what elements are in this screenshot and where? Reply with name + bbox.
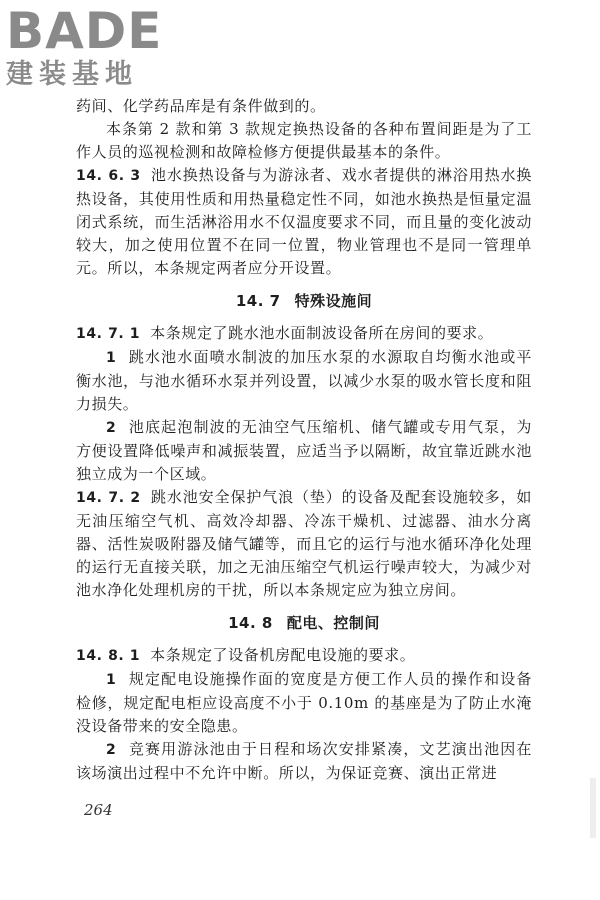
page-number: 264 — [84, 801, 113, 819]
clause-text: 本条规定了跳水池水面制波设备所在房间的要求。 — [150, 324, 494, 342]
clause-14-7-2 — [76, 486, 532, 602]
paragraph: 药间、化学药品库是有条件做到的。 — [76, 97, 326, 115]
section-heading-14-8 — [76, 612, 532, 634]
logo — [6, 2, 176, 90]
item-number: 2 — [106, 420, 117, 436]
item-number: 1 — [106, 350, 117, 366]
item-number: 2 — [106, 742, 117, 758]
clause-number: 14. 7. 1 — [76, 326, 141, 342]
item-text: 竞赛用游泳池由于日程和场次安排紧凑，文艺演出池因在该场演出过程中不允许中断。所以，为保证竞赛、演出正常进 — [76, 740, 532, 782]
clause-text: 跳水池安全保护气浪（垫）的设备及配套设施较多，如无油压缩空气机、高效冷却器、冷冻干燥机、过滤器、油水分离器、活性炭吸附器及储气罐等，而且它的运行与池水循环净化处理的运行无直接关联，加之无油压缩空气机运行噪声较大，为减少对池水净化处理机房的干扰，所以本条规定应为独立房间。 — [76, 488, 533, 599]
clause-number: 14. 6. 3 — [76, 168, 141, 184]
clause-14-8-1 — [76, 644, 532, 668]
clause-number: 14. 7. 2 — [76, 490, 141, 506]
clause-item — [76, 668, 532, 738]
clause-14-6-3 — [76, 164, 532, 280]
logo-subtitle: 建装基地 — [6, 59, 138, 90]
page-edge-mark — [590, 778, 596, 838]
page-body — [76, 95, 532, 785]
clause-item — [76, 346, 532, 416]
section-number: 14. 7 — [235, 292, 281, 310]
item-text: 规定配电设施操作面的宽度是方便工作人员的操作和设备检修，规定配电柜应设高度不小于 0.10m 的基座是为了防止水淹没设备带来的安全隐患。 — [76, 670, 532, 735]
paragraph: 本条第 2 款和第 3 款规定换热设备的各种布置间距是为了工作人员的巡视检测和故障检修方便提供最基本的条件。 — [76, 120, 532, 161]
clause-text: 池水换热设备与为游泳者、戏水者提供的淋浴用热水换热设备，其使用性质和用热量稳定性不同，如池水换热是恒量定温闭式系统，而生活淋浴用水不仅温度要求不同，而且量的变化波动较大，加之使用位置不在同一位置，物业管理也不是同一管理单元。所以，本条规定两者应分开设置。 — [76, 166, 533, 277]
section-title: 特殊设施间 — [294, 292, 373, 310]
item-number: 1 — [106, 672, 117, 688]
clause-item — [76, 738, 532, 785]
clause-item — [76, 416, 532, 486]
section-heading-14-7 — [76, 290, 532, 312]
clause-text: 本条规定了设备机房配电设施的要求。 — [150, 646, 416, 664]
section-number: 14. 8 — [228, 614, 273, 632]
clause-number: 14. 8. 1 — [76, 648, 141, 664]
item-text: 池底起泡制波的无油空气压缩机、储气罐或专用气泵，为方便设置降低噪声和减振装置，应适当予以隔断，故宜靠近跳水池独立成为一个区域。 — [76, 418, 532, 483]
section-title: 配电、控制间 — [286, 614, 380, 632]
item-text: 跳水池水面喷水制波的加压水泵的水源取自均衡水池或平衡水池，与池水循环水泵并列设置，以减少水泵的吸水管长度和阻力损失。 — [76, 348, 532, 413]
logo-wordmark: BADE — [6, 2, 163, 60]
clause-14-7-1 — [76, 322, 532, 346]
